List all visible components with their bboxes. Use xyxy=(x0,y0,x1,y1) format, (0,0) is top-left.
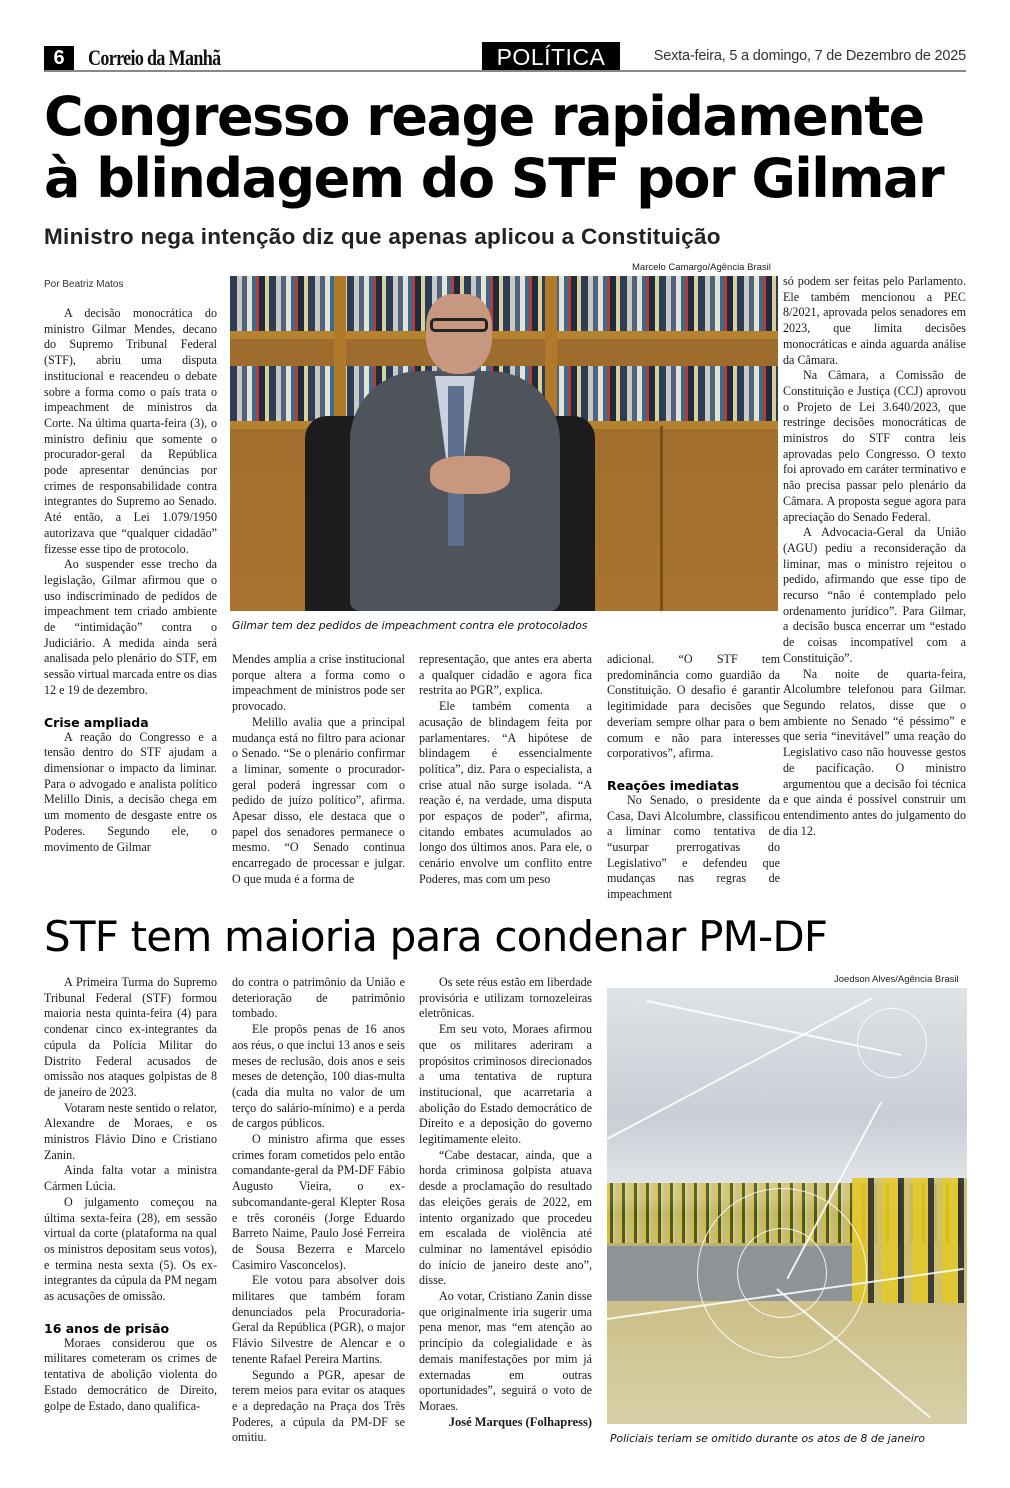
paragraph: O ministro afirma que esses crimes foram cometidos pelo então comandante-geral da PM-DF Fábio Augusto Vieira, o ex-subcomandante-geral Klepter Rosa e três coronéis (Jorge Eduardo Barreto Naime, Paulo José Ferreira de Sousa Bezerra e Marcelo Casimiro Vasconcelos). xyxy=(232,1132,405,1272)
paragraph: representação, que antes era aberta a qualquer cidadão e agora fica restrita ao PGR”, explica. xyxy=(419,652,592,698)
paragraph: “Cabe destacar, ainda, que a horda criminosa golpista atuava desde a proclamação do resultado das eleições gerais de 2022, em intento organizado que procedeu em escalada de violência até culminar no lamentável episódio do início de janeiro deste ano”, disse. xyxy=(419,1147,592,1288)
photo2-credit: Joedson Alves/Agência Brasil xyxy=(834,974,959,985)
paragraph: adicional. “O STF tem predominância como guardião da Constituição. O desafio é garantir legitimidade para decisões que deveriam sempre olhar para o bem comum e não para interesses corporativos”, afirma. xyxy=(607,652,780,761)
protesters xyxy=(852,1178,967,1303)
photo1-credit: Marcelo Camargo/Agência Brasil xyxy=(632,262,771,273)
article2-photo xyxy=(607,988,967,1424)
photo1-caption: Gilmar tem dez pedidos de impeachment contra ele protocolados xyxy=(232,619,588,632)
paragraph: do contra o patrimônio da União e deterioração de patrimônio tombado. xyxy=(232,975,405,1021)
paragraph: Mendes amplia a crise institucional porque altera a forma como o impeachment de ministros pode ser provocado. xyxy=(232,652,405,714)
paragraph: Na noite de quarta-feira, Alcolumbre telefonou para Gilmar. Segundo relatos, disse que o ambiente no Senado “é péssimo” e que seria “inevitável” uma reação do Legislativo caso não houvesse gestos de pacificação. O ministro argumentou que a decisão foi técnica e que ainda é possível construir um entendimento antes do julgamento do dia 12. xyxy=(783,666,966,838)
paragraph: No Senado, o presidente da Casa, Davi Alcolumbre, classificou a liminar como tentativa de “usurpar prerrogativas do Legislativo” e defendeu que mudanças nas regras de impeachment xyxy=(607,792,780,902)
paragraph: Moraes considerou que os militares cometeram os crimes de tentativa de abolição violenta do Estado democrático de Direito, golpe de Estado, dano qualifica- xyxy=(44,1335,217,1413)
paragraph: Em seu voto, Moraes afirmou que os militares aderiram a propósitos criminosos direcionados a uma tentativa de ruptura institucional, que acarretaria a abolição do Estado democrático de Direito e a deposição do governo legitimamente eleito. xyxy=(419,1022,592,1147)
paragraph: Ao votar, Cristiano Zanin disse que originalmente iria sugerir uma pena menor, mas “em atenção ao princípio da colegialidade e às demais manifestações por mim já externadas em outras oportunidades”, seguirá o voto de Moraes. xyxy=(419,1289,592,1413)
paragraph: Melillo avalia que a principal mudança está no filtro para acionar o Senado. “Se o plenário confirmar a liminar, somente o procurador-geral poderá ingressar com o pedido de juízo político”, afirma. Apesar disso, ele destaca que o papel dos senadores permanece o mesmo. “O Senado continua encarregado de processar e julgar. O que muda é a forma de xyxy=(232,714,405,886)
article1-column-3 xyxy=(419,652,592,888)
byline: Por Beatriz Matos xyxy=(44,279,124,290)
paragraph: Votaram neste sentido o relator, Alexandre de Moraes, e os ministros Flávio Dino e Cristiano Zanin. xyxy=(44,1100,217,1162)
paragraph: Ainda falta votar a ministra Cármen Lúcia. xyxy=(44,1163,217,1194)
paragraph: Na Câmara, a Comissão de Constituição e Justiça (CCJ) aprovou o Projeto de Lei 3.640/2023, que restringe decisões monocráticas de ministros do STF contra leis aprovadas pelo Congresso. O texto foi aprovado em caráter terminativo e não precisa passar pelo plenário da Câmara. A proposta segue agora para apreciação do Senado Federal. xyxy=(783,368,966,524)
paragraph: Ele propôs penas de 16 anos aos réus, o que inclui 13 anos e seis meses de reclusão, dois anos e seis meses de detenção, 100 dias-multa (cada dia multa no valor de um terço do salário-mínimo) e a perda de cargos públicos. xyxy=(232,1022,405,1131)
person-glasses xyxy=(430,318,488,332)
paragraph: só podem ser feitas pelo Parlamento. Ele também mencionou a PEC 8/2021, aprovada pelos senadores em 2023, que limita decisões monocráticas e ainda aguarda análise da Câmara. xyxy=(783,274,966,367)
paragraph: A Primeira Turma do Supremo Tribunal Federal (STF) formou maioria nesta quinta-feira (4) para condenar cinco ex-integrantes da cúpula da Polícia Militar do Distrito Federal acusados de omissão nos ataques golpistas de 8 de janeiro de 2023. xyxy=(44,975,217,1099)
paragraph: Ele também comenta a acusação de blindagem feita por parlamentares. “A hipótese de blindagem é essencialmente política”, diz. Para o especialista, a crise atual não surge isolada. “A reação é, na verdade, uma disputa por espaços de poder”, afirma, citando embates acumulados ao longo dos últimos anos. Para ele, o cenário envolve um conflito entre Poderes, mas com um peso xyxy=(419,699,592,886)
article1-column-1 xyxy=(44,306,217,855)
author-signature: José Marques (Folhapress) xyxy=(448,1414,592,1429)
shelf-upright xyxy=(334,276,346,426)
masthead xyxy=(44,46,966,72)
paragraph: O julgamento começou na última sexta-feira (28), em sessão virtual da corte (plataforma na qual os ministros depositam seus votos), e termina nesta sexta (5). Os ex-integrantes da cúpula da PM negam as acusações de omissão. xyxy=(44,1194,217,1304)
paragraph: Os sete réus estão em liberdade provisória e utilizam tornozeleiras eletrônicas. xyxy=(419,975,592,1021)
article2-column-2 xyxy=(232,975,405,1446)
paragraph: A reação do Congresso e a tensão dentro do STF ajudam a dimensionar o impacto da liminar. Para o advogado e analista político Melillo Dinis, a decisão chega em um momento de desgaste entre os Poderes. Segundo ele, o movimento de Gilmar xyxy=(44,729,217,854)
article1-headline xyxy=(44,86,974,210)
bookshelf-row xyxy=(230,276,778,331)
person-head xyxy=(426,294,492,374)
cabinet-divider xyxy=(660,426,663,611)
paragraph: A decisão monocrática do ministro Gilmar Mendes, decano do Supremo Tribunal Federal (STF), abriu uma disputa institucional e reacendeu o debate sobre a forma como o país trata o impeachment de ministros da Corte. Na última quarta-feira (3), o ministro definiu que somente o procurador-geral da República pode apresentar denúncias por crimes de responsabilidade contra integrantes do Supremo ao Senado. Até então, a Lei 1.079/1950 autorizava que “qualquer cidadão” fizesse esse tipo de protocolo. xyxy=(44,306,217,556)
glass-crack xyxy=(737,1228,827,1318)
article1-column-5 xyxy=(783,274,966,839)
newspaper-brand: Correio da Manhã xyxy=(88,45,221,70)
glass-crack xyxy=(857,1008,927,1078)
article1-photo xyxy=(230,276,778,611)
section-subhead: 16 anos de prisão xyxy=(44,1320,170,1336)
headline-line-2: à blindagem do STF por Gilmar xyxy=(44,147,944,210)
article1-column-4 xyxy=(607,652,780,903)
issue-date: Sexta-feira, 5 a domingo, 7 de Dezembro de 2025 xyxy=(653,48,966,64)
paragraph: A Advocacia-Geral da União (AGU) pediu a reconsideração da liminar, mas o ministro rejeitou o pedido, afirmando que esse tipo de recurso “não é contemplado pelo ordenamento jurídico”. Para Gilmar, a decisão busca encerrar um “estado de coisas incompatível com a Constituição”. xyxy=(783,525,966,665)
section-tag: POLÍTICA xyxy=(482,42,620,70)
page-number: 6 xyxy=(44,46,74,70)
article1-column-2 xyxy=(232,652,405,888)
shelf-board xyxy=(230,331,778,339)
paragraph: Ao suspender esse trecho da legislação, Gilmar afirmou que o uso indiscriminado de pedidos de impeachment tem criado ambiente de “intimidação” contra o Judiciário. A medida ainda será analisada pelo plenário do STF, em sessão virtual marcada entre os dias 12 e 19 de dezembro. xyxy=(44,557,217,697)
article2-column-3 xyxy=(419,975,592,1430)
section-subhead: Crise ampliada xyxy=(44,714,149,730)
paragraph: Ele votou para absolver dois militares que também foram denunciados pela Procuradoria-Geral da República (PGR), o major Flávio Silvestre de Alencar e o tenente Rafael Pereira Martins. xyxy=(232,1273,405,1366)
paragraph: Segundo a PGR, apesar de terem meios para evitar os ataques e a depredação na Praça dos Três Poderes, a cúpula da PM-DF se omitiu. xyxy=(232,1367,405,1445)
article2-headline: STF tem maioria para condenar PM-DF xyxy=(44,912,828,961)
section-subhead: Reações imediatas xyxy=(607,777,740,793)
photo2-caption: Policiais teriam se omitido durante os atos de 8 de janeiro xyxy=(610,1432,925,1445)
glass-crack-line xyxy=(607,997,872,1139)
headline-line-1: Congresso reage rapidamente xyxy=(44,85,924,148)
person-hands xyxy=(430,456,510,494)
masthead-rule xyxy=(44,70,966,72)
article1-subhead: Ministro nega intenção diz que apenas aplicou a Constituição xyxy=(44,224,721,249)
article2-column-1 xyxy=(44,975,217,1414)
